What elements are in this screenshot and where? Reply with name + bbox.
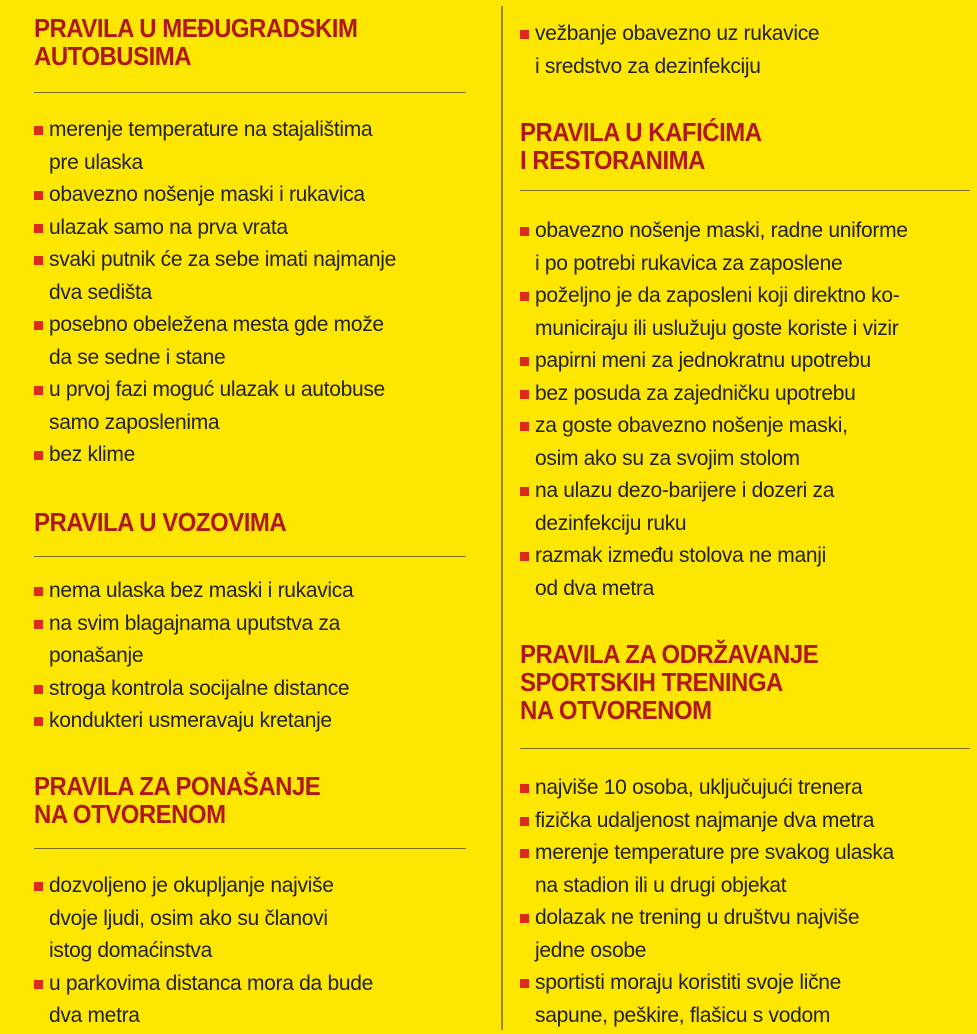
list-item: obavezno nošenje maski, radne uniforme i po potrebi rukavica za zaposlene [520, 215, 972, 280]
intercity-bus-rules-list [34, 114, 474, 472]
bullet-icon [34, 191, 43, 200]
bullet-icon [520, 817, 529, 826]
bullet-icon [520, 390, 529, 399]
bullet-icon [34, 587, 43, 596]
section-outdoors-behavior [34, 772, 474, 828]
section-divider [34, 92, 466, 93]
bullet-icon [34, 882, 43, 891]
bullet-icon [520, 979, 529, 988]
section-sports-training [520, 640, 972, 724]
list-item: sportisti moraju koristiti svoje lične sapune, peškire, flašicu s vodom [520, 967, 972, 1032]
section-title: PRAVILA ZA PONAŠANJE NA OTVORENOM [34, 771, 321, 829]
bullet-icon [520, 784, 529, 793]
section-intercity-buses [34, 14, 474, 70]
bullet-icon [520, 30, 529, 39]
section-divider [520, 190, 970, 191]
list-item: na svim blagajnama uputstva za ponašanje [34, 608, 474, 673]
list-item: dozvoljeno je okupljanje najviše dvoje ljudi, osim ako su članovi istog domaćinstva [34, 870, 474, 968]
bullet-icon [34, 224, 43, 233]
bullet-icon [34, 717, 43, 726]
list-item: papirni meni za jednokratnu upotrebu [520, 345, 972, 378]
list-item: merenje temperature na stajalištima pre ulaska [34, 114, 474, 179]
bullet-icon [34, 126, 43, 135]
bullet-icon [34, 321, 43, 330]
column-divider [501, 6, 503, 1030]
list-item: bez posuda za zajedničku upotrebu [520, 378, 972, 411]
list-item: ulazak samo na prva vrata [34, 212, 474, 245]
section-title: PRAVILA U VOZOVIMA [34, 507, 287, 537]
list-item: svaki putnik će za sebe imati najmanje dva sedišta [34, 244, 474, 309]
list-item: posebno obeležena mesta gde može da se sedne i stane [34, 309, 474, 374]
list-item: najviše 10 osoba, uključujući trenera [520, 772, 972, 805]
bullet-icon [520, 357, 529, 366]
list-item: u parkovima distanca mora da bude dva metra [34, 968, 474, 1033]
train-rules-list [34, 575, 474, 738]
list-item: obavezno nošenje maski i rukavica [34, 179, 474, 212]
sports-rules-list [520, 772, 972, 1032]
bullet-icon [34, 685, 43, 694]
bullet-icon [34, 620, 43, 629]
list-item: vežbanje obavezno uz rukavice i sredstvo za dezinfekciju [520, 18, 972, 83]
bullet-icon [520, 914, 529, 923]
cafe-rules-list [520, 215, 972, 605]
bullet-icon [520, 552, 529, 561]
list-item: kondukteri usmeravaju kretanje [34, 705, 474, 738]
list-item: fizička udaljenost najmanje dva metra [520, 805, 972, 838]
list-item: merenje temperature pre svakog ulaska na stadion ili u drugi objekat [520, 837, 972, 902]
list-item: dolazak ne trening u društvu najviše jedne osobe [520, 902, 972, 967]
section-divider [520, 748, 970, 749]
bullet-icon [520, 292, 529, 301]
list-item: za goste obavezno nošenje maski, osim ako su za svojim stolom [520, 410, 972, 475]
section-title: PRAVILA U MEĐUGRADSKIM AUTOBUSIMA [34, 13, 358, 71]
outdoors-rules-list [34, 870, 474, 1033]
list-item: nema ulaska bez maski i rukavica [34, 575, 474, 608]
list-item: u prvoj fazi moguć ulazak u autobuse samo zaposlenima [34, 374, 474, 439]
list-item: na ulazu dezo-barijere i dozeri za dezinfekciju ruku [520, 475, 972, 540]
list-item: razmak između stolova ne manji od dva metra [520, 540, 972, 605]
bullet-icon [34, 386, 43, 395]
section-trains [34, 508, 474, 536]
bullet-icon [520, 422, 529, 431]
section-divider [34, 848, 466, 849]
section-title: PRAVILA U KAFIĆIMA I RESTORANIMA [520, 117, 762, 175]
list-item: poželjno je da zaposleni koji direktno ko- municiraju ili uslužuju goste koriste i vizir [520, 280, 972, 345]
list-item: stroga kontrola socijalne distance [34, 673, 474, 706]
list-item: bez klime [34, 439, 474, 472]
bullet-icon [520, 849, 529, 858]
section-cafes-restaurants [520, 118, 972, 174]
continued-rules-list [520, 18, 972, 83]
bullet-icon [34, 451, 43, 460]
section-divider [34, 556, 466, 557]
section-title: PRAVILA ZA ODRŽAVANJE SPORTSKIH TRENINGA NA OTVORENOM [520, 639, 819, 725]
bullet-icon [520, 227, 529, 236]
bullet-icon [34, 256, 43, 265]
bullet-icon [34, 980, 43, 989]
bullet-icon [520, 487, 529, 496]
